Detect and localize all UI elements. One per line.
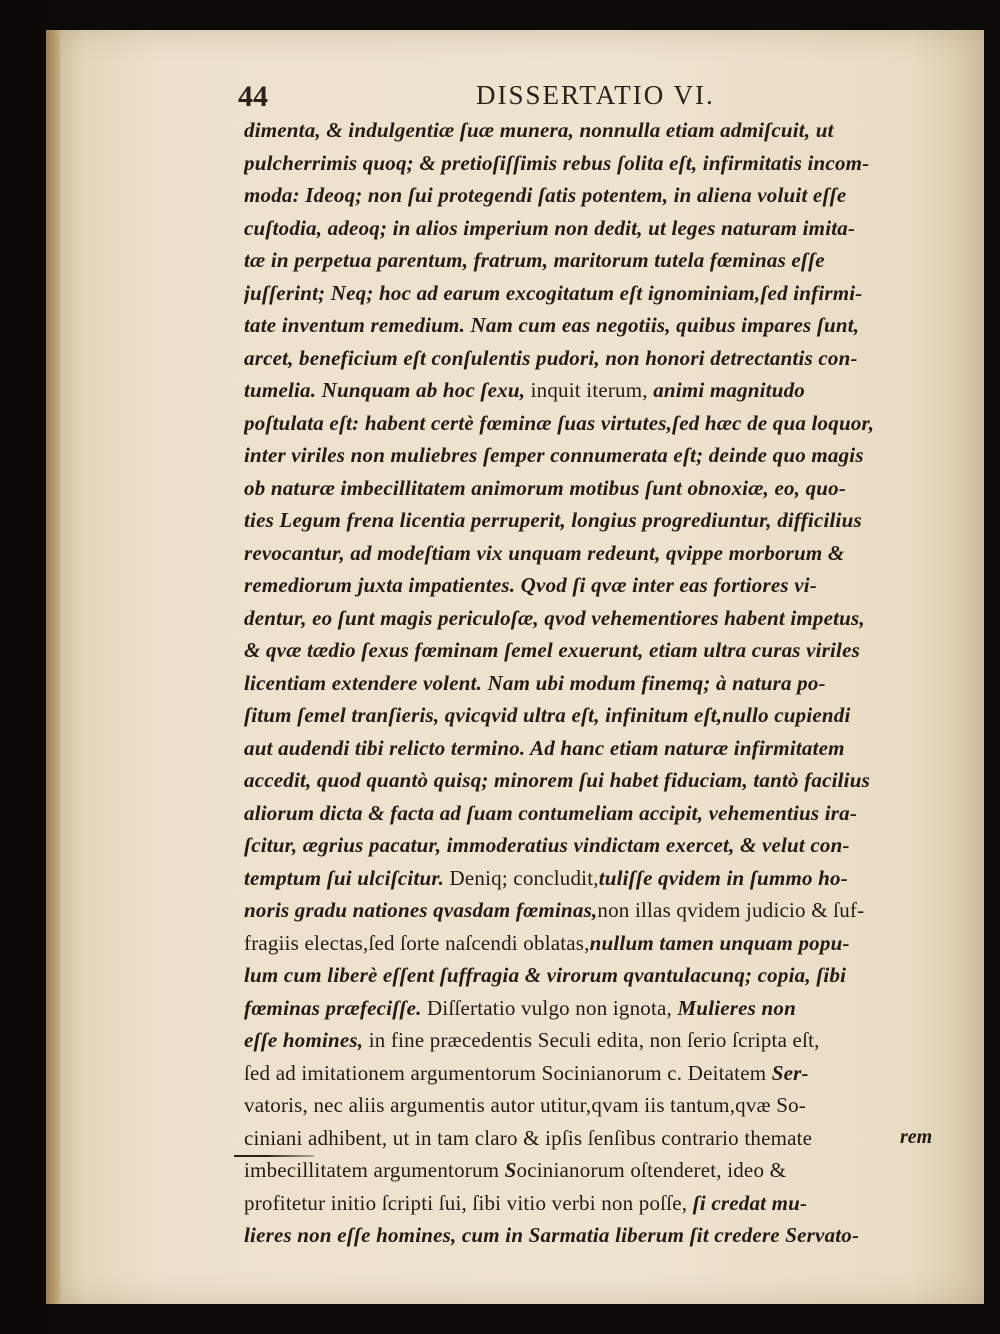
text-line — [244, 634, 956, 667]
text-line — [244, 894, 956, 927]
text-line — [244, 1187, 956, 1220]
text-line — [244, 472, 956, 505]
text-segment: remediorum juxta impatientes. Qvod ſi qvæ inter eas fortiores vi- — [244, 573, 817, 597]
text-line — [244, 374, 956, 407]
text-segment: aut audendi tibi relicto termino. Ad hanc etiam naturæ infirmitatem — [244, 735, 845, 760]
text-line — [244, 342, 956, 375]
text-segment: ties Legum frena licentia perruperit, longius progrediuntur, difficilius — [244, 508, 862, 532]
text-segment: inquit iterum, — [530, 378, 654, 402]
text-line — [244, 244, 956, 277]
text-segment: fœminas præfeciſſe. — [244, 995, 428, 1020]
text-line — [244, 569, 956, 602]
running-title: DISSERTATIO VI. — [476, 80, 715, 110]
text-line — [244, 1024, 956, 1057]
text-line — [244, 959, 956, 992]
text-segment: Ser- — [771, 1060, 809, 1085]
text-segment: temptum ſui ulciſcitur. — [244, 865, 450, 890]
text-line — [244, 537, 956, 570]
text-segment: ſitum ſemel tranſieris, qvicqvid ultra eſt, infinitum eſt,nullo cupiendi — [244, 703, 851, 727]
text-segment: cuſtodia, adeoq; in alios imperium non dedit, ut leges naturam imita- — [244, 215, 856, 240]
text-line — [244, 732, 956, 765]
text-line — [244, 829, 956, 862]
text-line — [244, 407, 956, 440]
text-line — [244, 797, 956, 830]
text-segment: dentur, eo ſunt magis periculoſæ, qvod vehementiores habent impetus, — [244, 605, 865, 630]
text-segment: licentiam extendere volent. Nam ubi modum finemq; à natura po- — [244, 670, 826, 695]
text-segment: moda: Ideoq; non ſui protegendi ſatis potentem, in aliena voluit eſſe — [244, 183, 847, 207]
text-line — [244, 309, 956, 342]
text-segment: lieres non eſſe homines, cum in Sarmatia liberum ſit credere Servato- — [244, 1223, 860, 1247]
scan-background-left — [0, 0, 48, 1334]
text-segment: profitetur initio ſcripti ſui, ſibi vitio verbi non poſſe, — [244, 1190, 693, 1215]
text-segment: poſtulata eſt: habent certè fœminæ ſuas virtutes,ſed hæc de qua loquor, — [244, 410, 875, 435]
text-segment: arcet, beneficium eſt conſulentis pudori, non honori detrectantis con- — [244, 345, 858, 370]
text-segment: Diſſertatio vulgo non ignota, — [427, 995, 678, 1020]
text-segment: ciniani adhibent, ut in tam claro & ipſis ſenſibus contrario themate — [244, 1125, 813, 1150]
text-segment: juſſerint; Neq; hoc ad earum excogitatum eſt ignominiam,ſed infirmi- — [244, 280, 863, 305]
text-line — [244, 699, 956, 732]
text-segment: in fine præcedentis Seculi edita, non ſerio ſcripta eſt, — [368, 1028, 820, 1052]
text-line — [244, 1219, 956, 1252]
text-segment: noris gradu nationes qvasdam fœminas, — [244, 898, 598, 922]
page-number: 44 — [238, 80, 268, 113]
text-segment: nullum tamen unquam popu- — [589, 930, 850, 955]
text-line — [244, 862, 956, 895]
text-line — [244, 1122, 956, 1155]
text-segment: pulcherrimis quoq; & pretioſiſſimis rebus ſolita eſt, infirmitatis incom- — [244, 150, 870, 175]
text-line — [244, 667, 956, 700]
body-text — [244, 114, 956, 1252]
text-segment: revocantur, ad modeſtiam vix unquam redeunt, qvippe morborum & — [244, 540, 845, 565]
text-line — [244, 179, 956, 212]
text-segment: Deniq; concludit, — [449, 865, 599, 890]
text-line — [244, 439, 956, 472]
text-line — [244, 602, 956, 635]
text-segment: non illas qvidem judicio & ſuf- — [597, 898, 865, 922]
text-segment: dimenta, & indulgentiæ ſuæ munera, nonnulla etiam admiſcuit, ut — [244, 118, 834, 142]
text-segment: lum cum liberè eſſent ſuffragia & virorum qvantulacunq; copia, ſibi — [244, 963, 847, 987]
text-segment: S — [504, 1158, 517, 1182]
text-segment: fragiis electas,ſed ſorte naſcendi oblatas, — [244, 930, 590, 955]
catchword: rem — [900, 1126, 933, 1148]
text-line — [244, 1089, 956, 1122]
text-line — [244, 1154, 956, 1187]
text-line — [244, 212, 956, 245]
text-line — [244, 504, 956, 537]
text-line — [244, 1057, 956, 1090]
text-segment: ob naturæ imbecillitatem animorum motibus ſunt obnoxiæ, eo, quo- — [244, 475, 847, 500]
text-segment: tate inventum remedium. Nam cum eas negotiis, quibus impares ſunt, — [244, 313, 860, 337]
page-binding-edge — [46, 30, 60, 1304]
text-line — [244, 277, 956, 310]
text-segment: aliorum dicta & facta ad ſuam contumeliam accipit, vehementius ira- — [244, 800, 858, 825]
text-line — [244, 114, 956, 147]
text-segment: accedit, quod quantò quisq; minorem ſui habet fiduciam, tantò facilius — [244, 768, 870, 792]
text-segment: animi magnitudo — [653, 378, 805, 402]
text-segment: eſſe homines, — [244, 1028, 369, 1052]
text-line — [244, 927, 956, 960]
text-segment: tæ in perpetua parentum, fratrum, maritorum tutela fœminas eſſe — [244, 248, 825, 272]
text-line — [244, 992, 956, 1025]
text-line — [244, 147, 956, 180]
footer-ornament-line — [234, 1154, 314, 1158]
text-segment: inter viriles non muliebres ſemper connumerata eſt; deinde quo magis — [244, 443, 864, 467]
text-segment: ſcitur, ægrius pacatur, immoderatius vindictam exercet, & velut con- — [244, 833, 850, 857]
text-segment: tuliſſe qvidem in ſummo ho- — [598, 865, 848, 890]
text-segment: ſed ad imitationem argumentorum Socinianorum c. Deitatem — [244, 1060, 772, 1085]
text-segment: imbecillitatem argumentorum — [244, 1158, 505, 1182]
text-segment: vatoris, nec aliis argumentis autor utitur,qvam iis tantum,qvæ So- — [244, 1093, 806, 1117]
text-segment: Mulieres non — [677, 995, 796, 1020]
text-segment: & qvæ tædio ſexus fœminam ſemel exuerunt, etiam ultra curas viriles — [244, 638, 860, 662]
text-segment: tumelia. Nunquam ab hoc ſexu, — [244, 378, 531, 402]
text-segment: ocinianorum oſtenderet, ideo & — [516, 1158, 787, 1182]
text-line — [244, 764, 956, 797]
text-segment: ſi credat mu- — [692, 1190, 808, 1215]
